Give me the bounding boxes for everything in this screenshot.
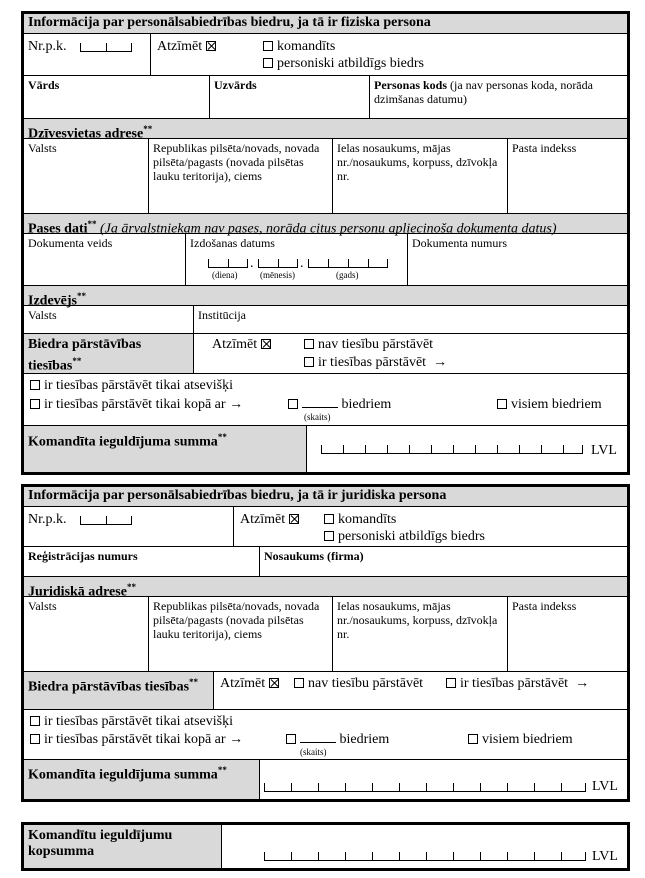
phys-sum-input[interactable] <box>307 426 627 472</box>
jur-address-heading: Juridiskā adrese** <box>24 577 627 597</box>
phys-lvl-label: LVL <box>591 443 617 458</box>
phys-issuer-row <box>24 306 627 334</box>
marked-example-icon-4 <box>269 678 279 688</box>
jur-nosaukums-field[interactable]: Nosaukums (firma) <box>264 549 364 563</box>
legal-section-title: Informācija par personālsabiedrības biedru, ja tā ir juridiska persona <box>24 487 627 507</box>
total-sum-input[interactable] <box>222 825 627 868</box>
marked-example-icon-3 <box>289 514 299 524</box>
phys-ielas-field[interactable]: Ielas nosaukums, mājas nr./nosaukums, korpuss, dzīvokļa nr. <box>333 139 508 213</box>
jur-atbildigs-option[interactable]: personiski atbildīgs biedrs <box>324 528 485 545</box>
phys-institucija-field[interactable]: Institūcija <box>198 308 246 322</box>
physical-person-section <box>21 11 630 475</box>
phys-sum-ticks <box>321 446 583 454</box>
jur-ir-ties-option[interactable]: ir tiesības pārstāvēt → <box>446 675 589 692</box>
phys-nav-ties-option[interactable]: nav tiesību pārstāvēt <box>304 336 433 353</box>
phys-ir-ties-option[interactable]: ir tiesības pārstāvēt → <box>304 354 447 371</box>
phys-komandits-option[interactable]: komandīts <box>263 38 335 55</box>
jur-nrpk-input[interactable] <box>80 517 132 525</box>
phys-nrpk-row <box>24 34 627 76</box>
total-lvl-label: LVL <box>592 849 618 864</box>
jur-skaits-input[interactable]: biedriem <box>286 731 389 748</box>
jur-representation-label: Biedra pārstāvības tiesības** <box>28 677 199 695</box>
phys-issuer-heading: Izdevējs** <box>24 286 627 306</box>
phys-nrpk-input[interactable] <box>80 44 132 52</box>
phys-passport-row <box>24 234 627 286</box>
jur-lvl-label: LVL <box>592 779 618 794</box>
jur-sum-ticks <box>264 784 586 792</box>
jur-options-row: ir tiesības pārstāvēt tikai atsevišķi ir tiesības pārstāvēt tikai kopā ar → biedriem (skaits) visiem biedriem <box>24 710 627 760</box>
phys-address-row <box>24 139 627 214</box>
jur-atsevi-option[interactable]: ir tiesības pārstāvēt tikai atsevišķi <box>30 713 233 730</box>
phys-doknr-field[interactable]: Dokumenta numurs <box>412 236 507 250</box>
jur-nrpk-label: Nr.p.k. <box>28 512 67 527</box>
phys-republikas-field[interactable]: Republikas pilsēta/novads, novada pilsēta/pagasts (novada pilsētas lauku teritorija), ciems <box>149 139 333 213</box>
phys-name-row <box>24 76 627 119</box>
phys-atzimet-label: Atzīmēt <box>157 39 203 54</box>
phys-address-heading: Dzīvesvietas adrese** <box>24 119 627 139</box>
jur-sum-input[interactable] <box>260 760 627 799</box>
jur-nrpk-row: Nr.p.k. Atzīmēt komandīts personiski atbildīgs biedrs <box>24 507 627 547</box>
jur-address-row <box>24 597 627 672</box>
legal-person-section <box>21 484 630 802</box>
jur-pasta-field[interactable]: Pasta indekss <box>512 599 577 613</box>
marked-example-icon <box>206 41 216 51</box>
phys-dokveids-field[interactable]: Dokumenta veids <box>24 234 186 285</box>
phys-atsevi-option[interactable]: ir tiesības pārstāvēt tikai atsevišķi <box>30 377 233 394</box>
jur-komandits-option[interactable]: komandīts <box>324 511 396 528</box>
jur-kopa-option[interactable]: ir tiesības pārstāvēt tikai kopā ar → <box>30 731 243 748</box>
total-label: Komandītu ieguldījumu kopsumma <box>28 828 173 859</box>
jur-ielas-field[interactable]: Ielas nosaukums, mājas nr./nosaukums, korpuss, dzīvokļa nr. <box>333 597 508 671</box>
phys-sum-label: Komandīta ieguldījuma summa** <box>28 432 227 450</box>
phys-representation-row: Biedra pārstāvības tiesības** Atzīmēt nav tiesību pārstāvēt ir tiesības pārstāvēt → <box>24 334 627 374</box>
phys-izdos-field[interactable]: Izdošanas datums . . (diena) (mēnesis) (gads) <box>186 234 408 285</box>
phys-vards-field[interactable]: Vārds <box>24 76 210 118</box>
phys-kopa-option[interactable]: ir tiesības pārstāvēt tikai kopā ar → <box>30 396 243 413</box>
total-section <box>21 822 630 871</box>
phys-nrpk-label: Nr.p.k. <box>28 39 67 54</box>
jur-valsts-field[interactable]: Valsts <box>24 597 149 671</box>
jur-sum-row <box>24 760 627 799</box>
phys-perskods-field[interactable]: Personas kods (ja nav personas koda, norāda dzimšanas datumu) <box>374 78 593 106</box>
marked-example-icon-2 <box>261 339 271 349</box>
phys-options-row: ir tiesības pārstāvēt tikai atsevišķi ir tiesības pārstāvēt tikai kopā ar → biedriem (skaits) visiem biedriem <box>24 374 627 426</box>
jur-republikas-field[interactable]: Republikas pilsēta/novads, novada pilsēta/pagasts (novada pilsētas lauku teritorija), ciems <box>149 597 333 671</box>
phys-skaits-input[interactable]: biedriem <box>288 396 391 413</box>
phys-visiem-option[interactable]: visiem biedriem <box>497 396 602 413</box>
phys-atbildigs-option[interactable]: personiski atbildīgs biedrs <box>263 55 424 72</box>
total-sum-ticks <box>264 853 586 861</box>
phys-valsts-field[interactable]: Valsts <box>24 139 149 213</box>
jur-visiem-option[interactable]: visiem biedriem <box>468 731 573 748</box>
jur-regnr-field[interactable]: Reģistrācijas numurs <box>24 547 260 576</box>
phys-sum-row <box>24 426 627 472</box>
jur-sum-label: Komandīta ieguldījuma summa** <box>28 765 227 783</box>
physical-section-title: Informācija par personālsabiedrības biedru, ja tā ir fiziska persona <box>24 14 627 34</box>
jur-reg-row <box>24 547 627 577</box>
jur-representation-row: Biedra pārstāvības tiesības** Atzīmēt nav tiesību pārstāvēt ir tiesības pārstāvēt → <box>24 672 627 710</box>
phys-representation-label: Biedra pārstāvības tiesības** <box>28 337 142 374</box>
phys-passport-heading: Pases dati** (Ja ārvalstniekam nav pases, norāda citus personu apliecinoša dokumenta datus) <box>24 214 627 234</box>
phys-issuer-valsts-field[interactable]: Valsts <box>24 306 194 333</box>
phys-pasta-field[interactable]: Pasta indekss <box>512 141 577 155</box>
jur-nav-ties-option[interactable]: nav tiesību pārstāvēt <box>294 675 423 692</box>
phys-uzvards-field[interactable]: Uzvārds <box>210 76 370 118</box>
